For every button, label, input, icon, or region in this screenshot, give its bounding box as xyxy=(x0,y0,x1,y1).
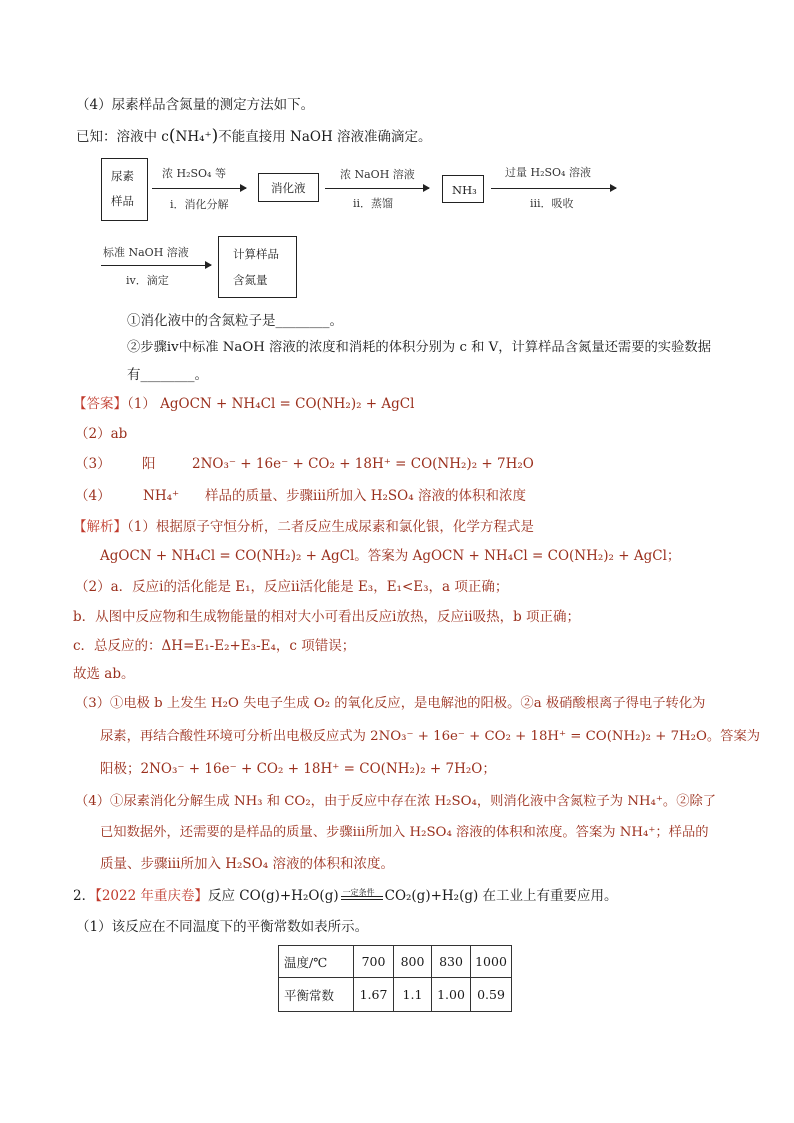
answer-4-ion: NH₄⁺ xyxy=(143,488,180,504)
answer-3-pole: 阳 xyxy=(142,456,156,472)
known-suffix: 不能直接用 NaOH 溶液准确滴定。 xyxy=(218,129,432,145)
box-calc-nitrogen xyxy=(218,236,297,298)
question4-intro: （4）尿素样品含氮量的测定方法如下。 xyxy=(76,97,315,113)
box-urea-sample-line1: 尿素 xyxy=(111,169,134,183)
known-ion: NH₄⁺ xyxy=(175,129,212,145)
answer-label: 【答案】 xyxy=(73,396,127,412)
table-row-temperature xyxy=(279,946,512,978)
problem2-number: 2． xyxy=(73,888,96,904)
table-cell-temp: 1000 xyxy=(471,946,512,978)
step4-label: ⅳ．滴定 xyxy=(126,274,169,287)
analysis-p3-line1: （3）①电极 b 上发生 H₂O 失电子生成 O₂ 的氧化反应，是电解池的阳极。②a 极硝酸根离子得电子转化为 xyxy=(75,696,706,711)
box-urea-sample-line2: 样品 xyxy=(111,194,134,208)
table-cell-k: 1.1 xyxy=(394,978,432,1012)
analysis-p1-line1: （1）根据原子守恒分析，二者反应生成尿素和氯化银，化学方程式是 xyxy=(127,519,534,535)
analysis-p3-line3: 阳极；2NO₃⁻ + 16e⁻ + CO₂ + 18H⁺ = CO(NH₂)₂ + 7H₂O； xyxy=(100,761,496,777)
equilibrium-constants-table xyxy=(278,945,512,1012)
analysis-p4-line2: 已知数据外，还需要的是样品的质量、步骤ⅲ所加入 H₂SO₄ 溶液的体积和浓度。答案为 NH₄⁺；样品的 xyxy=(100,825,709,840)
reversible-arrow xyxy=(339,887,385,904)
answer-1: （1） AgOCN + NH₄Cl = CO(NH₂)₂ + AgCl xyxy=(127,396,415,412)
box-calc-line1: 计算样品 xyxy=(233,247,279,261)
analysis-p2-line1: （2）a．反应ⅰ的活化能是 E₁，反应ⅱ活化能是 E₃，E₁<E₃，a 项正确； xyxy=(75,579,509,595)
step1-arrow xyxy=(152,188,246,189)
answer-3-equation: 2NO₃⁻ + 16e⁻ + CO₂ + 18H⁺ = CO(NH₂)₂ + 7H₂O xyxy=(192,456,534,472)
step2-reagent: 浓 NaOH 溶液 xyxy=(340,168,415,181)
answer-2: （2）ab xyxy=(75,426,128,442)
box-nh3-text: NH₃ xyxy=(452,183,477,197)
box-urea-sample xyxy=(101,158,148,221)
table-cell-k: 1.67 xyxy=(354,978,394,1012)
table-cell-temp: 830 xyxy=(432,946,471,978)
table-row-constant xyxy=(279,978,512,1012)
analysis-p2-line4: 故选 ab。 xyxy=(73,666,135,682)
box-digestion-text: 消化液 xyxy=(271,181,306,195)
analysis-p2-line2: b．从图中反应物和生成物能量的相对大小可看出反应ⅰ放热，反应ⅱ吸热，b 项正确； xyxy=(73,609,581,625)
step1-label: ⅰ．消化分解 xyxy=(170,198,229,211)
step4-arrow xyxy=(101,265,211,266)
table-cell-temp: 800 xyxy=(394,946,432,978)
problem2-text-after: CO₂(g)+H₂(g) 在工业上有重要应用。 xyxy=(384,888,618,904)
analysis-p4-line3: 质量、步骤ⅲ所加入 H₂SO₄ 溶液的体积和浓度。 xyxy=(100,856,394,872)
table-header-label: 温度/℃ xyxy=(279,946,354,978)
paren-close: ) xyxy=(211,126,219,146)
analysis-p4-line1: （4）①尿素消化分解生成 NH₃ 和 CO₂，由于反应中存在浓 H₂SO₄，则消化液中含氮粒子为 NH₄⁺。②除了 xyxy=(75,794,717,809)
problem2-text-before: 反应 CO(g)+H₂O(g) xyxy=(208,888,339,904)
analysis-p2-line3: c．总反应的：ΔH=E₁-E₂+E₃-E₄，c 项错误； xyxy=(73,638,356,654)
known-condition xyxy=(76,127,432,146)
analysis-p1-line2: AgOCN + NH₄Cl = CO(NH₂)₂ + AgCl。答案为 AgOCN + NH₄Cl = CO(NH₂)₂ + AgCl； xyxy=(100,548,681,564)
step4-reagent: 标准 NaOH 溶液 xyxy=(103,246,189,259)
step3-reagent: 过量 H₂SO₄ 溶液 xyxy=(505,166,591,179)
reaction-condition: 一定条件 xyxy=(342,887,375,897)
step2-label: ⅱ．蒸馏 xyxy=(353,197,394,210)
problem2-source: 【2022 年重庆卷】 xyxy=(95,888,208,904)
subquestion-1: ①消化液中的含氮粒子是________。 xyxy=(127,313,343,329)
answer-3-number: （3） xyxy=(75,456,111,472)
table-cell-k: 1.00 xyxy=(432,978,471,1012)
table-cell-k: 0.59 xyxy=(471,978,512,1012)
step3-label: ⅲ．吸收 xyxy=(530,197,574,210)
box-calc-line2: 含氮量 xyxy=(233,273,268,287)
table-cell-temp: 700 xyxy=(354,946,394,978)
answer-4-number: （4） xyxy=(75,488,111,504)
step1-reagent: 浓 H₂SO₄ 等 xyxy=(162,167,226,180)
analysis-p3-line2: 尿素，再结合酸性环境可分析出电极反应式为 2NO₃⁻ + 16e⁻ + CO₂ + 18H⁺ = CO(NH₂)₂ + 7H₂O。答案为 xyxy=(100,729,761,744)
subquestion-2-line1: ②步骤ⅳ中标准 NaOH 溶液的浓度和消耗的体积分别为 c 和 V，计算样品含氮量还需要的实验数据 xyxy=(127,340,711,355)
answer-line-1 xyxy=(73,395,414,413)
table-row-label: 平衡常数 xyxy=(279,978,354,1012)
step2-arrow xyxy=(325,188,429,189)
known-prefix: 已知：溶液中 c xyxy=(76,129,169,145)
box-nh3 xyxy=(442,175,484,203)
analysis-label: 【解析】 xyxy=(73,519,127,535)
problem2-statement xyxy=(73,887,618,905)
answer-4-text: 样品的质量、步骤ⅲ所加入 H₂SO₄ 溶液的体积和浓度 xyxy=(205,488,526,504)
subquestion-2-line2: 有________。 xyxy=(127,367,208,383)
problem2-sub1: （1）该反应在不同温度下的平衡常数如表所示。 xyxy=(76,919,369,935)
step3-arrow xyxy=(491,188,616,189)
analysis-line-1 xyxy=(73,518,534,536)
paren-open: ( xyxy=(168,126,176,146)
box-digestion-liquid xyxy=(258,173,319,202)
